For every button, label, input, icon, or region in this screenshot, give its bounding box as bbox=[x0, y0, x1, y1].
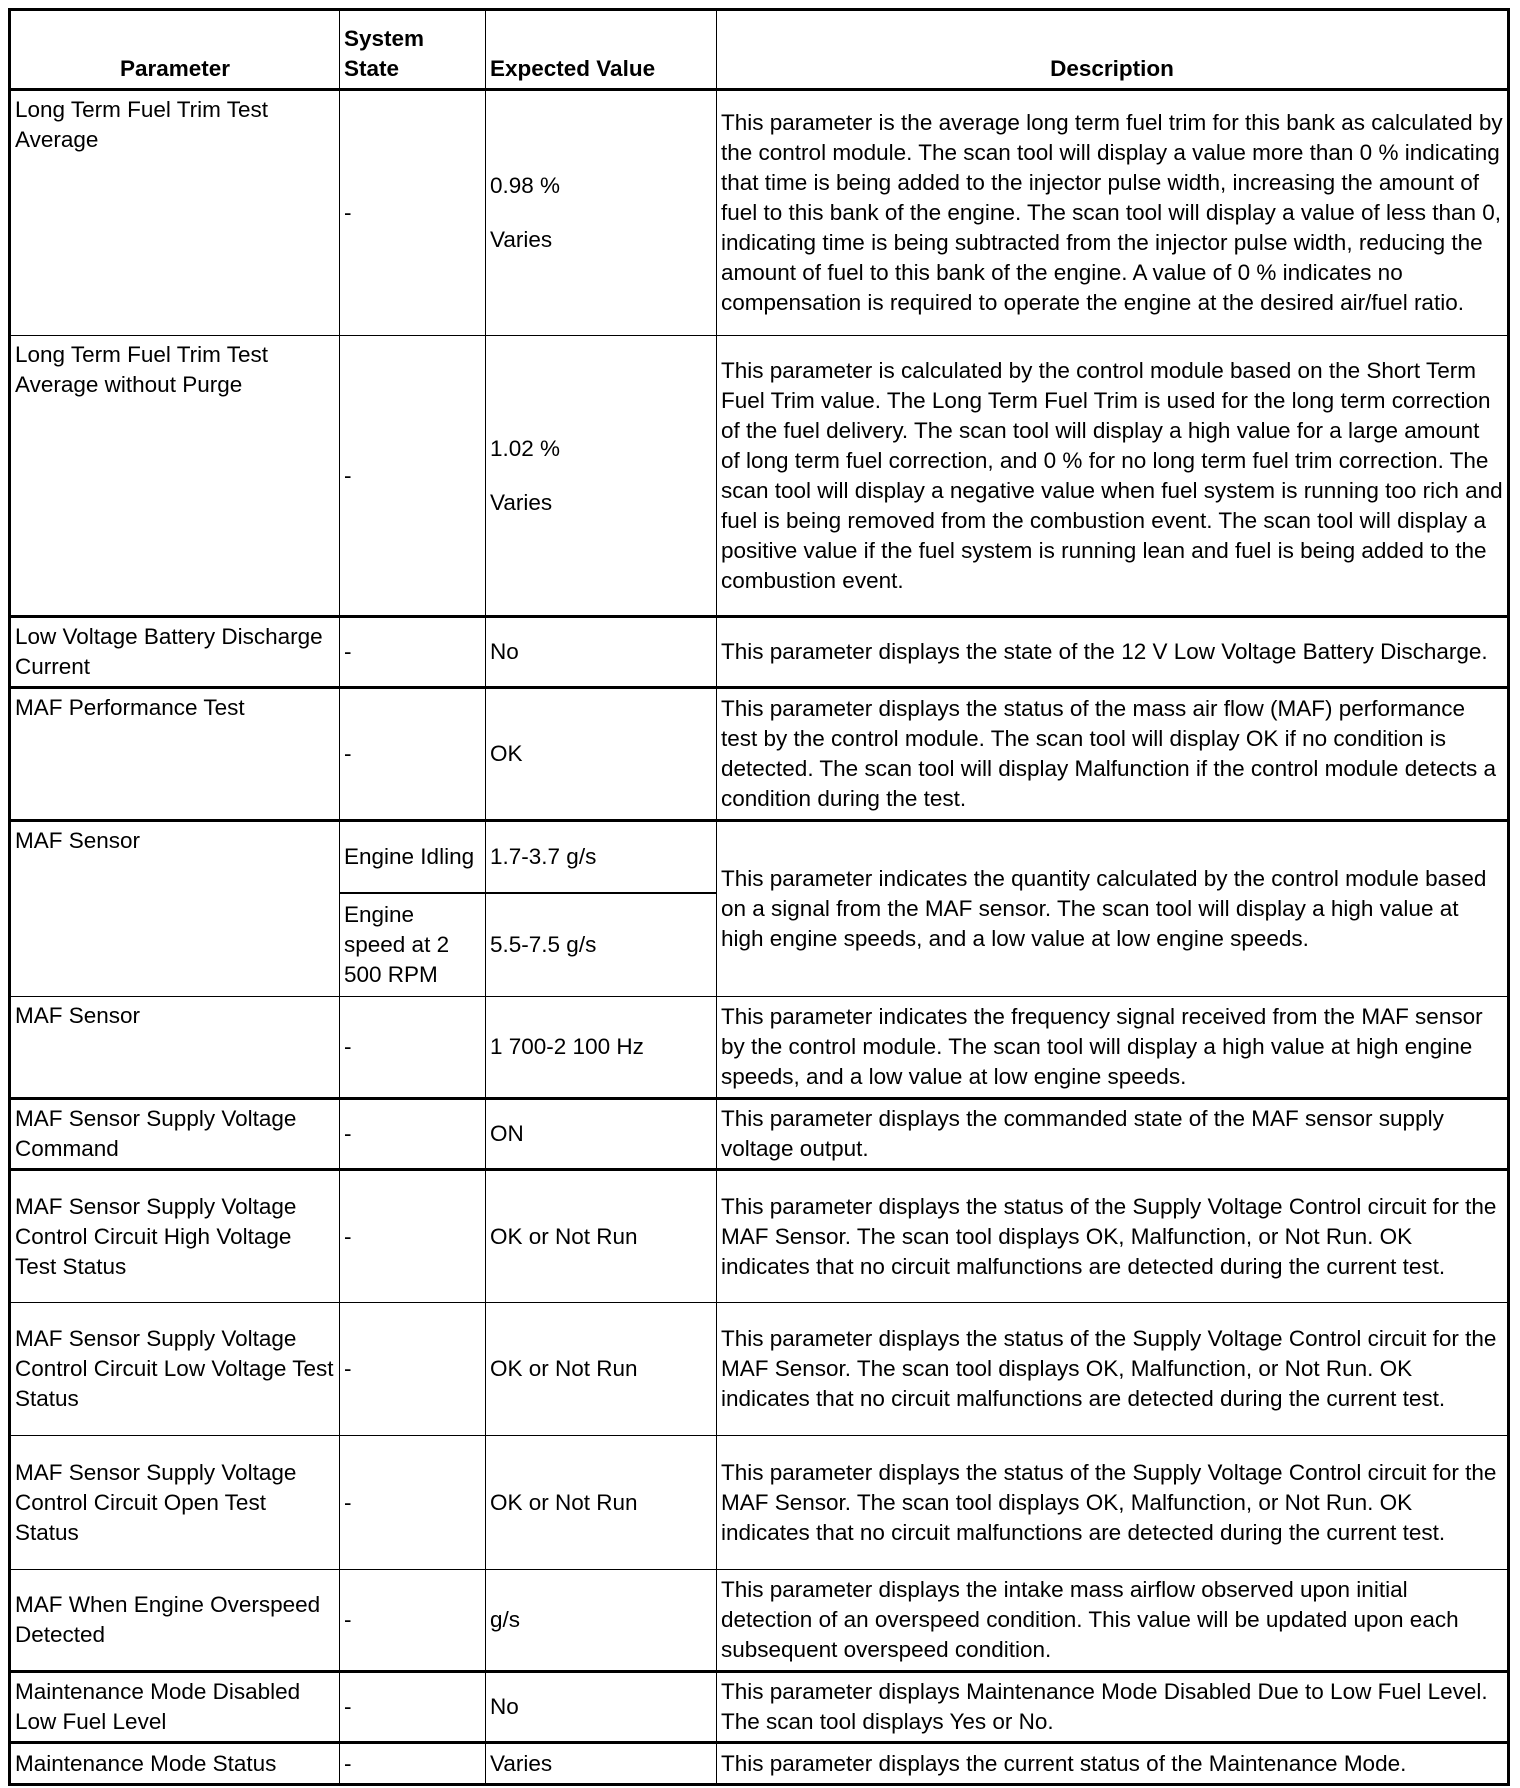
table-header-row bbox=[10, 10, 1509, 90]
table-row bbox=[10, 617, 1509, 688]
parameter-cell: MAF Sensor Supply Voltage Control Circuit High Voltage Test Status bbox=[10, 1170, 340, 1303]
expected-value-secondary: Varies bbox=[490, 489, 553, 515]
expected-value-cell: 1 700-2 100 Hz bbox=[486, 997, 717, 1099]
description-cell: This parameter indicates the frequency signal received from the MAF sensor by the control module. The scan tool will display a high value at high engine speeds, and a low value at low engine speeds. bbox=[717, 997, 1509, 1099]
parameter-cell: MAF When Engine Overspeed Detected bbox=[10, 1570, 340, 1672]
system-state-cell: Engine speed at 2 500 RPM bbox=[340, 893, 486, 997]
header-expected-value: Expected Value bbox=[486, 10, 717, 90]
expected-value-cell: ON bbox=[486, 1099, 717, 1170]
expected-value-cell: No bbox=[486, 617, 717, 688]
system-state-cell: - bbox=[340, 1099, 486, 1170]
expected-value-cell: OK bbox=[486, 688, 717, 821]
parameter-cell: MAF Sensor bbox=[10, 997, 340, 1099]
header-parameter: Parameter bbox=[10, 10, 340, 90]
expected-value-cell: 5.5-7.5 g/s bbox=[486, 893, 717, 997]
description-cell: This parameter displays the status of the Supply Voltage Control circuit for the MAF Sensor. The scan tool displays OK, Malfunction, or Not Run. OK indicates that no circuit malfunctions are detected during the current test. bbox=[717, 1170, 1509, 1303]
parameter-table bbox=[8, 8, 1510, 1786]
system-state-cell: - bbox=[340, 336, 486, 617]
parameter-cell: MAF Sensor Supply Voltage Control Circuit Open Test Status bbox=[10, 1436, 340, 1570]
table-row bbox=[10, 1436, 1509, 1570]
expected-value-cell: g/s bbox=[486, 1570, 717, 1672]
parameter-cell: Low Voltage Battery Discharge Current bbox=[10, 617, 340, 688]
description-cell: This parameter displays the current status of the Maintenance Mode. bbox=[717, 1743, 1509, 1785]
table-row bbox=[10, 997, 1509, 1099]
description-cell: This parameter indicates the quantity calculated by the control module based on a signal from the MAF sensor. The scan tool will display a high value at high engine speeds, and a low value at low engine speeds. bbox=[717, 821, 1509, 997]
system-state-cell: - bbox=[340, 1570, 486, 1672]
expected-value-cell: 1.7-3.7 g/s bbox=[486, 821, 717, 893]
expected-value-cell: Varies bbox=[486, 1743, 717, 1785]
table-row bbox=[10, 821, 1509, 893]
table-row bbox=[10, 1099, 1509, 1170]
table-row bbox=[10, 1743, 1509, 1785]
system-state-cell: - bbox=[340, 90, 486, 336]
system-state-cell: - bbox=[340, 1743, 486, 1785]
system-state-cell: - bbox=[340, 1672, 486, 1743]
description-cell: This parameter is calculated by the control module based on the Short Term Fuel Trim value. The Long Term Fuel Trim is used for the long term correction of the fuel delivery. The scan tool will display a high value for a large amount of long term fuel correction, and 0 % for no long term fuel trim correction. The scan tool will display a negative value when fuel system is running too rich and fuel is being removed from the combustion event. The scan tool will display a positive value if the fuel system is running lean and fuel is being added to the combustion event. bbox=[717, 336, 1509, 617]
description-cell: This parameter displays the commanded state of the MAF sensor supply voltage output. bbox=[717, 1099, 1509, 1170]
parameter-cell: Long Term Fuel Trim Test Average without Purge bbox=[10, 336, 340, 617]
system-state-cell: - bbox=[340, 1303, 486, 1436]
description-cell: This parameter displays the intake mass airflow observed upon initial detection of an overspeed condition. This value will be updated upon each subsequent overspeed condition. bbox=[717, 1570, 1509, 1672]
system-state-cell: - bbox=[340, 688, 486, 821]
description-cell: This parameter displays the status of the Supply Voltage Control circuit for the MAF Sensor. The scan tool displays OK, Malfunction, or Not Run. OK indicates that no circuit malfunctions are detected during the current test. bbox=[717, 1303, 1509, 1436]
description-cell: This parameter displays Maintenance Mode Disabled Due to Low Fuel Level. The scan tool displays Yes or No. bbox=[717, 1672, 1509, 1743]
expected-value-primary: 0.98 % bbox=[490, 173, 561, 198]
expected-value-cell: OK or Not Run bbox=[486, 1436, 717, 1570]
system-state-cell: - bbox=[340, 1170, 486, 1303]
table-row bbox=[10, 90, 1509, 336]
expected-value-secondary: Varies bbox=[490, 227, 553, 252]
table-row bbox=[10, 1672, 1509, 1743]
table-row bbox=[10, 1170, 1509, 1303]
system-state-cell: Engine Idling bbox=[340, 821, 486, 893]
expected-value-cell: No bbox=[486, 1672, 717, 1743]
table-row bbox=[10, 688, 1509, 821]
parameter-cell: Long Term Fuel Trim Test Average bbox=[10, 90, 340, 336]
header-system-state: System State bbox=[340, 10, 486, 90]
description-cell: This parameter displays the state of the 12 V Low Voltage Battery Discharge. bbox=[717, 617, 1509, 688]
expected-value-cell: OK or Not Run bbox=[486, 1303, 717, 1436]
parameter-cell: MAF Sensor bbox=[10, 821, 340, 997]
parameter-cell: MAF Sensor Supply Voltage Command bbox=[10, 1099, 340, 1170]
header-description: Description bbox=[717, 10, 1509, 90]
system-state-cell: - bbox=[340, 617, 486, 688]
parameter-cell: Maintenance Mode Status bbox=[10, 1743, 340, 1785]
description-cell: This parameter is the average long term fuel trim for this bank as calculated by the control module. The scan tool will display a value more than 0 % indicating that time is being added to the injector pulse width, increasing the amount of fuel to this bank of the engine. The scan tool will display a value of less than 0, indicating time is being subtracted from the injector pulse width, reducing the amount of fuel to this bank of the engine. A value of 0 % indicates no compensation is required to operate the engine at the desired air/fuel ratio. bbox=[717, 90, 1509, 336]
system-state-cell: - bbox=[340, 997, 486, 1099]
expected-value-primary: 1.02 % bbox=[490, 435, 561, 461]
parameter-cell: Maintenance Mode Disabled Low Fuel Level bbox=[10, 1672, 340, 1743]
parameter-cell: MAF Sensor Supply Voltage Control Circuit Low Voltage Test Status bbox=[10, 1303, 340, 1436]
table-row bbox=[10, 1303, 1509, 1436]
description-cell: This parameter displays the status of the Supply Voltage Control circuit for the MAF Sensor. The scan tool displays OK, Malfunction, or Not Run. OK indicates that no circuit malfunctions are detected during the current test. bbox=[717, 1436, 1509, 1570]
table-row bbox=[10, 1570, 1509, 1672]
table-row bbox=[10, 336, 1509, 617]
expected-value-cell bbox=[486, 336, 717, 617]
expected-value-cell: OK or Not Run bbox=[486, 1170, 717, 1303]
expected-value-cell bbox=[486, 90, 717, 336]
parameter-cell: MAF Performance Test bbox=[10, 688, 340, 821]
description-cell: This parameter displays the status of the mass air flow (MAF) performance test by the control module. The scan tool will display OK if no condition is detected. The scan tool will display Malfunction if the control module detects a condition during the test. bbox=[717, 688, 1509, 821]
system-state-cell: - bbox=[340, 1436, 486, 1570]
